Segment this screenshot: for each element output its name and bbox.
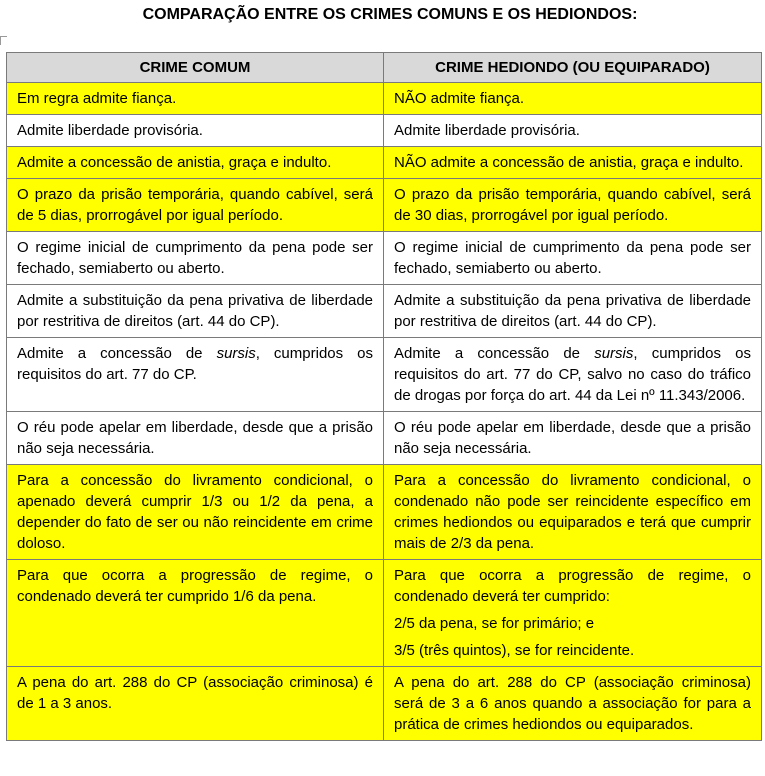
cell-common: Para a concessão do livramento condicional, o apenado deverá cumprir 1/3 ou 1/2 da pena, a depender do fato de ser ou não reincidente em crime doloso. [7,465,384,560]
cell-common: Admite a substituição da pena privativa de liberdade por restritiva de direitos (art. 44 do CP). [7,285,384,338]
cell-common: Admite liberdade provisória. [7,115,384,147]
cell-text: 3/5 (três quintos), se for reincidente. [394,642,635,659]
cell-heinous [384,147,762,179]
cell-text: O prazo da prisão temporária, quando cabível, será de 30 dias, prorrogável por igual período. [394,186,751,224]
cell-text: Admite a substituição da pena privativa de liberdade por restritiva de direitos (art. 44 do CP). [394,292,751,330]
cell-common: O réu pode apelar em liberdade, desde que a prisão não seja necessária. [7,412,384,465]
cell-common: O prazo da prisão temporária, quando cabível, será de 5 dias, prorrogável por igual período. [7,179,384,232]
cell-text: NÃO admite a concessão de anistia, graça e indulto. [394,154,744,171]
table-row [7,412,762,465]
table-row [7,560,762,667]
cell-text: NÃO admite fiança. [394,90,525,107]
header-heinous: CRIME HEDIONDO (OU EQUIPARADO) [384,53,762,83]
header-common: CRIME COMUM [7,53,384,83]
cell-heinous [384,83,762,115]
cell-heinous [384,560,762,667]
sursis-term: sursis [594,345,634,362]
table-row [7,147,762,179]
cell-heinous [384,667,762,741]
cell-text: Admite a concessão de [394,345,595,362]
cell-heinous [384,338,762,412]
cell-text: O regime inicial de cumprimento da pena pode ser fechado, semiaberto ou aberto. [394,239,751,277]
table-row [7,465,762,560]
table-row [7,83,762,115]
cell-common [7,338,384,412]
cell-text: Para a concessão do livramento condicional, o condenado não pode ser reincidente específico em crimes hediondos ou equiparados e terá que cumprir mais de 2/3 da pena. [394,472,751,552]
cell-heinous [384,115,762,147]
cell-text: , cumpridos os requisitos do art. 77 do CP, salvo no caso do tráfico de drogas por força do art. 44 da Lei nº 11.343/2006. [394,345,751,404]
header-row [7,53,762,83]
cell-text: Para que ocorra a progressão de regime, o condenado deverá ter cumprido: [394,567,751,605]
cell-common: Para que ocorra a progressão de regime, o condenado deverá ter cumprido 1/6 da pena. [7,560,384,667]
cell-common: Em regra admite fiança. [7,83,384,115]
cell-text: , cumpridos os requisitos do art. 77 do CP. [17,345,374,383]
cell-text: 2/5 da pena, se for primário; e [394,615,595,632]
table-row [7,338,762,412]
cell-common: O regime inicial de cumprimento da pena pode ser fechado, semiaberto ou aberto. [7,232,384,285]
table-row [7,667,762,741]
cell-heinous [384,179,762,232]
cell-text: Admite a concessão de [17,345,217,362]
comparison-table [6,52,762,741]
table-row [7,285,762,338]
table-anchor-icon [0,36,7,45]
cell-heinous [384,465,762,560]
table-row [7,115,762,147]
cell-heinous [384,232,762,285]
cell-heinous [384,412,762,465]
table-row [7,179,762,232]
cell-text: O réu pode apelar em liberdade, desde que a prisão não seja necessária. [394,419,751,457]
cell-text: Admite liberdade provisória. [394,122,580,139]
cell-common: A pena do art. 288 do CP (associação criminosa) é de 1 a 3 anos. [7,667,384,741]
sursis-term: sursis [216,345,256,362]
cell-heinous [384,285,762,338]
cell-common: Admite a concessão de anistia, graça e indulto. [7,147,384,179]
table-row [7,232,762,285]
page-title: COMPARAÇÃO ENTRE OS CRIMES COMUNS E OS HEDIONDOS: [142,6,638,23]
cell-text: A pena do art. 288 do CP (associação criminosa) será de 3 a 6 anos quando a associação for para a prática de crimes hediondos ou equiparados. [394,674,751,733]
